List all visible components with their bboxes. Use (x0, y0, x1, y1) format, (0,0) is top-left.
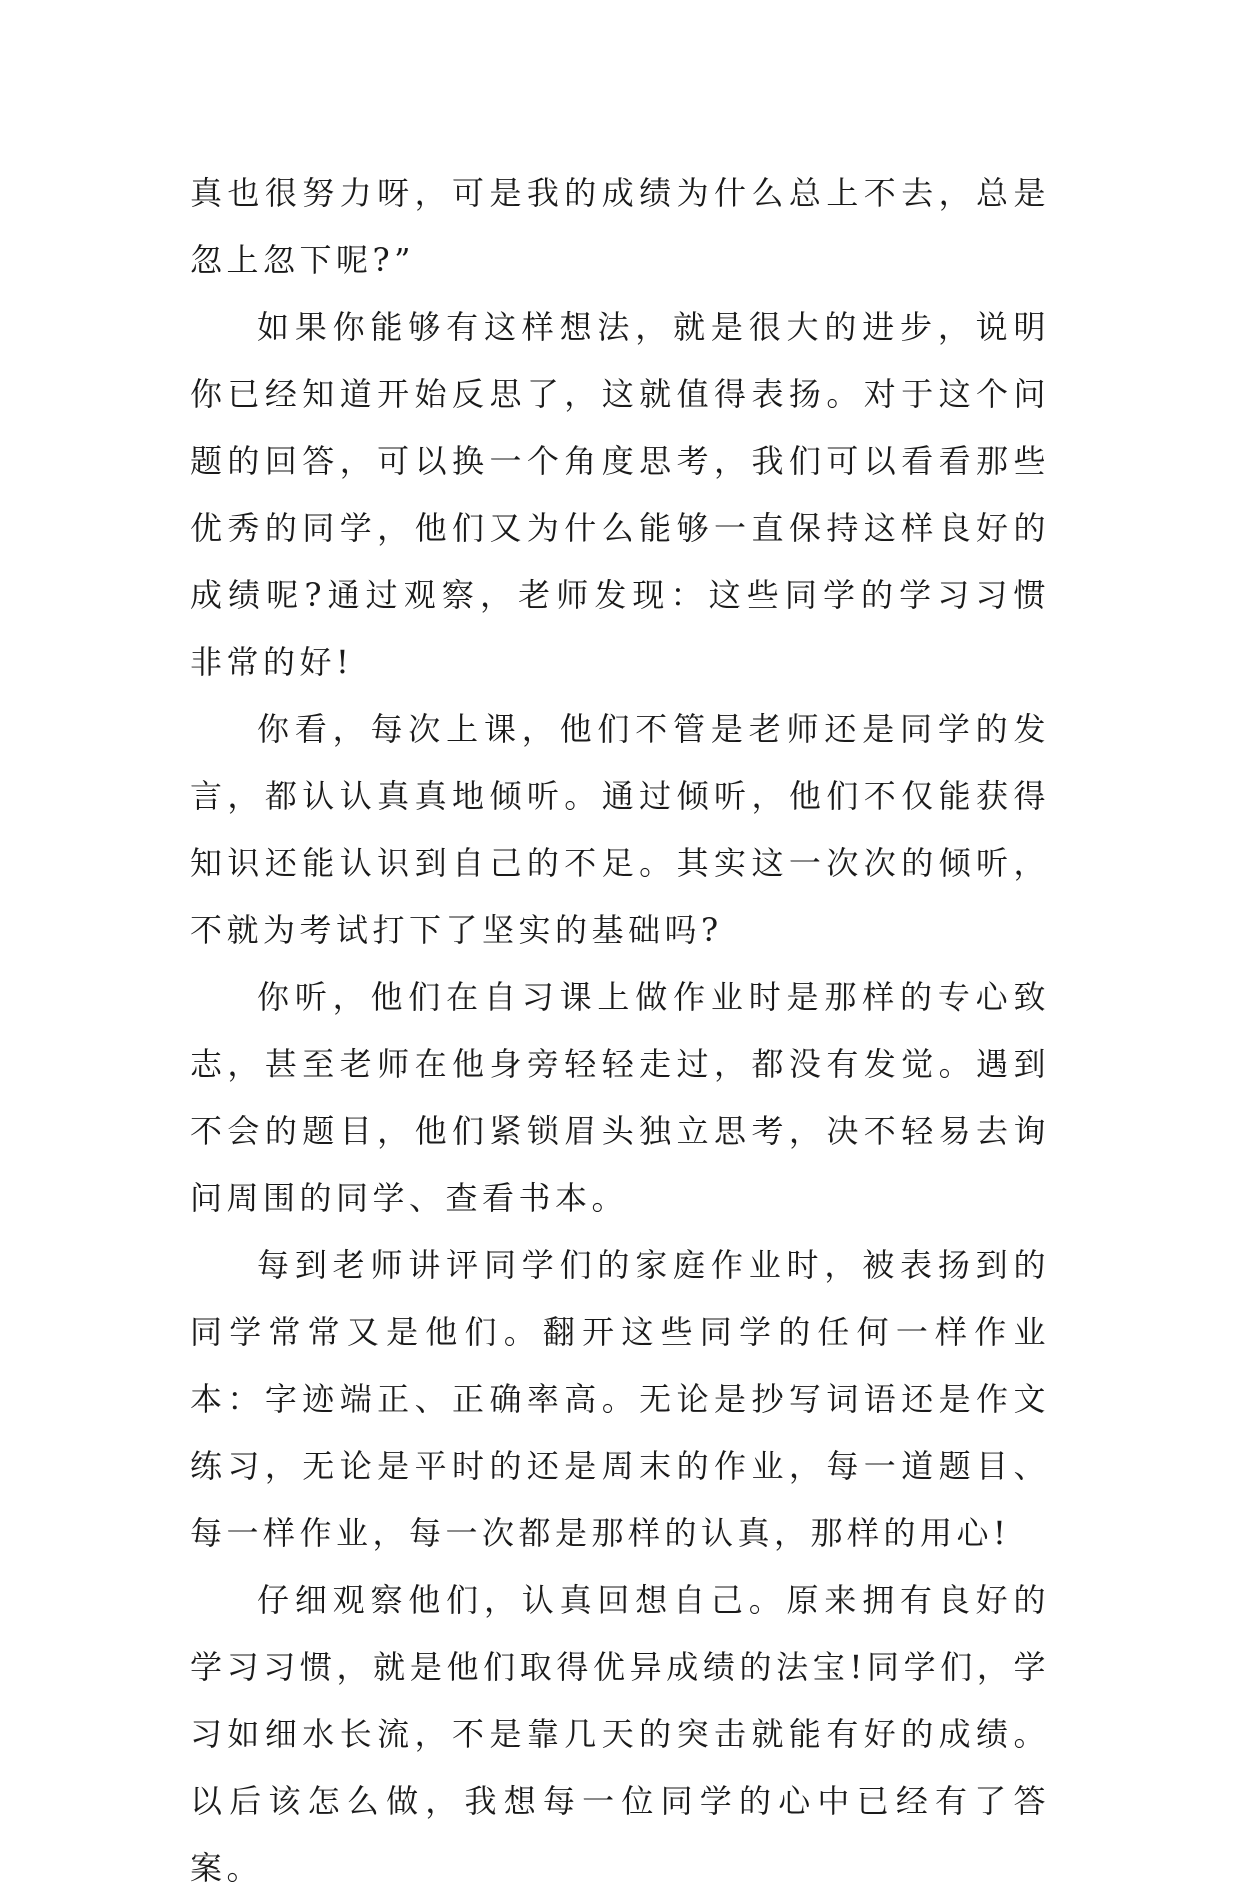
document-body (190, 160, 1050, 1902)
paragraph-5: 每到老师讲评同学们的家庭作业时，被表扬到的同学常常又是他们。翻开这些同学的任何一样作业本：字迹端正、正确率高。无论是抄写词语还是作文练习，无论是平时的还是周末的作业，每一道题目、每一样作业，每一次都是那样的认真，那样的用心! (190, 1246, 1050, 1552)
paragraph-1: 真也很努力呀，可是我的成绩为什么总上不去，总是忽上忽下呢?” (190, 174, 1050, 279)
paragraph-4: 你听，他们在自习课上做作业时是那样的专心致志，甚至老师在他身旁轻轻走过，都没有发觉。遇到不会的题目，他们紧锁眉头独立思考，决不轻易去询问周围的同学、查看书本。 (190, 978, 1050, 1217)
paragraph-3: 你看，每次上课，他们不管是老师还是同学的发言，都认认真真地倾听。通过倾听，他们不仅能获得知识还能认识到自己的不足。其实这一次次的倾听，不就为考试打下了坚实的基础吗? (190, 710, 1050, 949)
paragraph-2: 如果你能够有这样想法，就是很大的进步，说明你已经知道开始反思了，这就值得表扬。对于这个问题的回答，可以换一个角度思考，我们可以看看那些优秀的同学，他们又为什么能够一直保持这样良好的成绩呢?通过观察，老师发现：这些同学的学习习惯非常的好! (190, 308, 1050, 681)
paragraph-6: 仔细观察他们，认真回想自己。原来拥有良好的学习习惯，就是他们取得优异成绩的法宝!同学们，学习如细水长流，不是靠几天的突击就能有好的成绩。以后该怎么做，我想每一位同学的心中已经有了答案。 (190, 1581, 1050, 1887)
